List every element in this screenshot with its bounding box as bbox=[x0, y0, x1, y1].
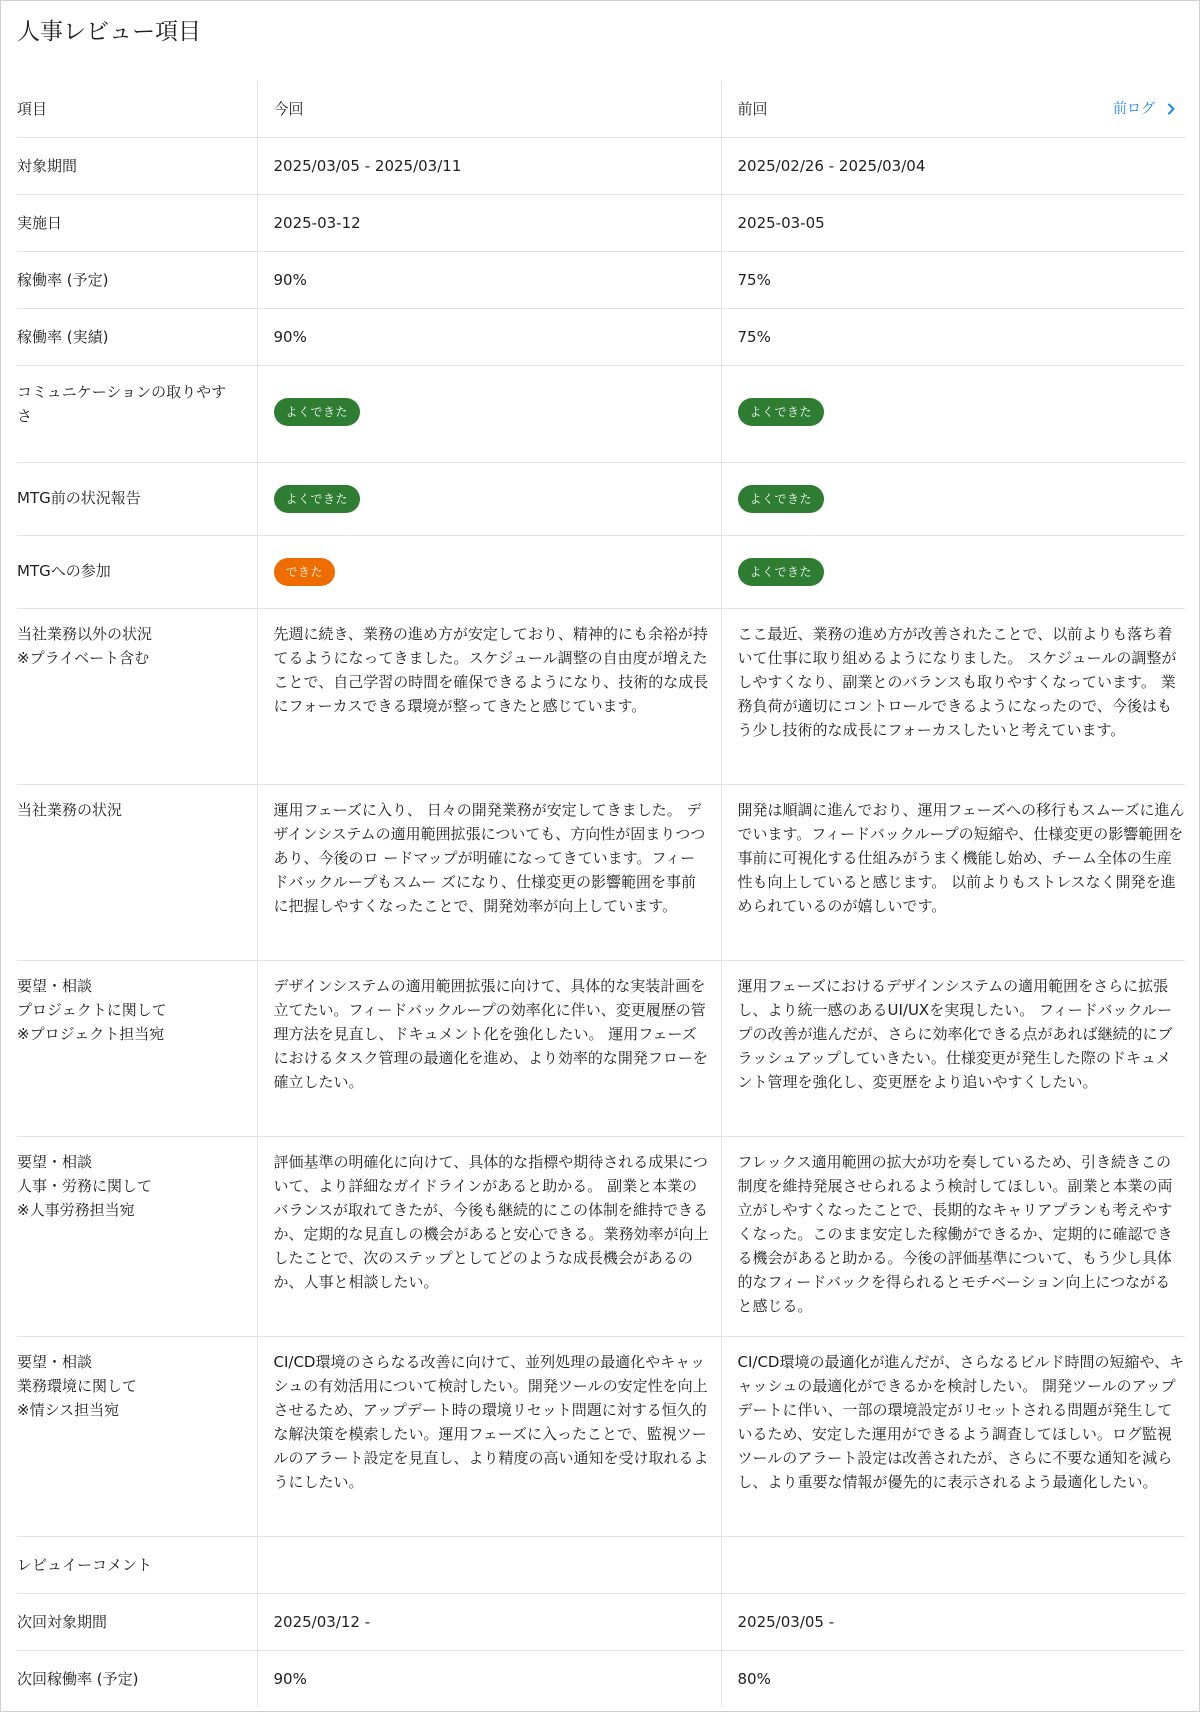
status-badge: よくできた bbox=[274, 485, 361, 513]
row-label: 要望・相談 人事・労務に関して ※人事労務担当宛 bbox=[17, 1153, 153, 1219]
table-row-req-project bbox=[17, 961, 1185, 1137]
table-row-mtg-participation bbox=[17, 536, 1185, 609]
status-badge: できた bbox=[274, 558, 336, 586]
current-text: 先週に続き、業務の進め方が安定しており、精神的にも余裕が持てるようになってきました。スケジュール調整の自由度が増えたことで、自己学習の時間を確保できるようになり、技術的な成長にフォーカスできる環境が整ってきたと感じています。 bbox=[273, 625, 709, 715]
current-text: CI/CD環境のさらなる改善に向けて、並列処理の最適化やキャッシュの有効活用について検討したい。開発ツールの安定性を向上させるため、アップデート時の環境リセット問題に対する恒久的な解決策を模索したい。運用フェーズに入ったことで、監視ツールのアラート設定を見直し、より精度の高い通知を受け取れるようにしたい。 bbox=[273, 1353, 709, 1491]
table-row-req-env bbox=[17, 1337, 1185, 1537]
previous-value: 80% bbox=[737, 1670, 771, 1688]
header-item: 項目 bbox=[17, 100, 48, 118]
previous-value: 75% bbox=[737, 328, 771, 346]
row-label: 当社業務の状況 bbox=[17, 801, 123, 819]
table-row-period bbox=[17, 138, 1185, 195]
prev-log-link[interactable] bbox=[1113, 97, 1179, 121]
row-label: 実施日 bbox=[17, 214, 63, 232]
table-row-req-hr bbox=[17, 1137, 1185, 1337]
current-text: 評価基準の明確化に向けて、具体的な指標や期待される成果について、より詳細なガイドラインがあると助かる。 副業と本業のバランスが取れてきたが、今後も継続的にこの体制を維持できるか、定期的な見直しの機会があると安心できる。業務効率が向上したことで、次のステップとしてどのような成長機会があるのか、人事と相談したい。 bbox=[273, 1153, 709, 1291]
row-label: 次回稼働率 (予定) bbox=[17, 1670, 139, 1688]
row-label: 当社業務以外の状況 ※プライベート含む bbox=[17, 625, 153, 667]
table-row-outside-work bbox=[17, 609, 1185, 785]
current-text: デザインシステムの適用範囲拡張に向けて、具体的な実装計画を立てたい。フィードバックループの効率化に伴い、変更履歴の管理方法を見直し、ドキュメント化を強化したい。 運用フェーズにおけるタスク管理の最適化を進め、より効率的な開発フローを確立したい。 bbox=[273, 977, 708, 1091]
row-label: コミュニケーションの取りやすさ bbox=[17, 383, 227, 425]
header-previous: 前回 bbox=[737, 100, 768, 118]
status-badge: よくできた bbox=[274, 398, 361, 426]
previous-text: CI/CD環境の最適化が進んだが、さらなるビルド時間の短縮や、キャッシュの最適化ができるかを検討したい。 開発ツールのアップデートに伴い、一部の環境設定がリセットされる問題が発生しているため、安定した運用ができるよう調査してほしい。ログ監視ツールのアラート設定は改善されたが、さらに不要な通知を減らし、より重要な情報が優先的に表示されるよう最適化したい。 bbox=[737, 1353, 1185, 1491]
table-row-util-actual bbox=[17, 309, 1185, 366]
previous-value: 2025/02/26 - 2025/03/04 bbox=[737, 157, 926, 175]
row-label: 対象期間 bbox=[17, 157, 78, 175]
table-row-pre-mtg-report bbox=[17, 463, 1185, 536]
table-row-util-plan bbox=[17, 252, 1185, 309]
current-value: 90% bbox=[273, 271, 307, 289]
previous-text: ここ最近、業務の進め方が改善されたことで、以前よりも落ち着いて仕事に取り組めるようになりました。 スケジュールの調整がしやすくなり、副業とのバランスも取りやすくなっています。 業務負荷が適切にコントロールできるようになったので、今後はもう少し技術的な成長にフォーカスしたいと考えています。 bbox=[737, 625, 1177, 739]
previous-text: 運用フェーズにおけるデザインシステムの適用範囲をさらに拡張し、より統一感のあるUI/UXを実現したい。 フィードバックループの改善が進んだが、さらに効率化できる点があれば継続的にブラッシュアップしていきたい。仕様変更が発生した際のドキュメント管理を強化し、変更歴をより追いやすくしたい。 bbox=[737, 977, 1173, 1091]
table-header-row bbox=[17, 81, 1185, 138]
table-row-reviewee-comment bbox=[17, 1537, 1185, 1594]
row-label: MTG前の状況報告 bbox=[17, 489, 141, 507]
row-label: 稼働率 (予定) bbox=[17, 271, 109, 289]
table-row-next-period bbox=[17, 1594, 1185, 1651]
table-row-company-work bbox=[17, 785, 1185, 961]
table-row-communication bbox=[17, 366, 1185, 463]
row-label: 要望・相談 業務環境に関して ※情シス担当宛 bbox=[17, 1353, 138, 1419]
page-title: 人事レビュー項目 bbox=[17, 19, 201, 45]
review-table bbox=[17, 81, 1185, 1707]
row-label: 稼働率 (実績) bbox=[17, 328, 109, 346]
table-row-next-util bbox=[17, 1651, 1185, 1708]
prev-log-label: 前ログ bbox=[1113, 101, 1155, 117]
current-value: 90% bbox=[273, 328, 307, 346]
table-row-date bbox=[17, 195, 1185, 252]
current-value: 2025/03/05 - 2025/03/11 bbox=[273, 157, 462, 175]
current-value: 90% bbox=[273, 1670, 307, 1688]
status-badge: よくできた bbox=[738, 398, 825, 426]
status-badge: よくできた bbox=[738, 558, 825, 586]
current-text: 運用フェーズに入り、 日々の開発業務が安定してきました。 デザインシステムの適用範囲拡張についても、方向性が固まりつつあり、今後のロ ードマップが明確になってきています。フィードバックループもスムー ズになり、仕様変更の影響範囲を事前に把握しやすくなったことで、開発効率が向上しています。 bbox=[273, 801, 706, 915]
status-badge: よくできた bbox=[738, 485, 825, 513]
row-label: レビュイーコメント bbox=[17, 1556, 153, 1574]
row-label: MTGへの参加 bbox=[17, 562, 111, 580]
previous-text: フレックス適用範囲の拡大が功を奏しているため、引き続きこの制度を維持発展させられるよう検討してほしい。副業と本業の両立がしやすくなったことで、長期的なキャリアプランも考えやすくなった。このまま安定した稼働ができるか、定期的に確認できる機会があると助かる。今後の評価基準について、もう少し具体的なフィードバックを得られるとモチベーション向上につながると感じる。 bbox=[737, 1153, 1173, 1315]
row-label: 次回対象期間 bbox=[17, 1613, 108, 1631]
row-label: 要望・相談 プロジェクトに関して ※プロジェクト担当宛 bbox=[17, 977, 167, 1043]
previous-value: 2025-03-05 bbox=[737, 214, 825, 232]
current-value: 2025-03-12 bbox=[273, 214, 361, 232]
previous-value: 75% bbox=[737, 271, 771, 289]
chevron-right-icon bbox=[1163, 101, 1179, 117]
header-current: 今回 bbox=[273, 100, 304, 118]
previous-text: 開発は順調に進んでおり、運用フェーズへの移行もスムーズに進んでいます。フィードバックループの短縮や、仕様変更の影響範囲を事前に可視化する仕組みがうまく機能し始め、チーム全体の生産性も向上していると感じます。 以前よりもストレスなく開発を進められているのが嬉しいです。 bbox=[737, 801, 1185, 915]
previous-value: 2025/03/05 - bbox=[737, 1613, 835, 1631]
current-value bbox=[258, 1537, 721, 1568]
previous-value bbox=[722, 1537, 1186, 1568]
current-value: 2025/03/12 - bbox=[273, 1613, 371, 1631]
